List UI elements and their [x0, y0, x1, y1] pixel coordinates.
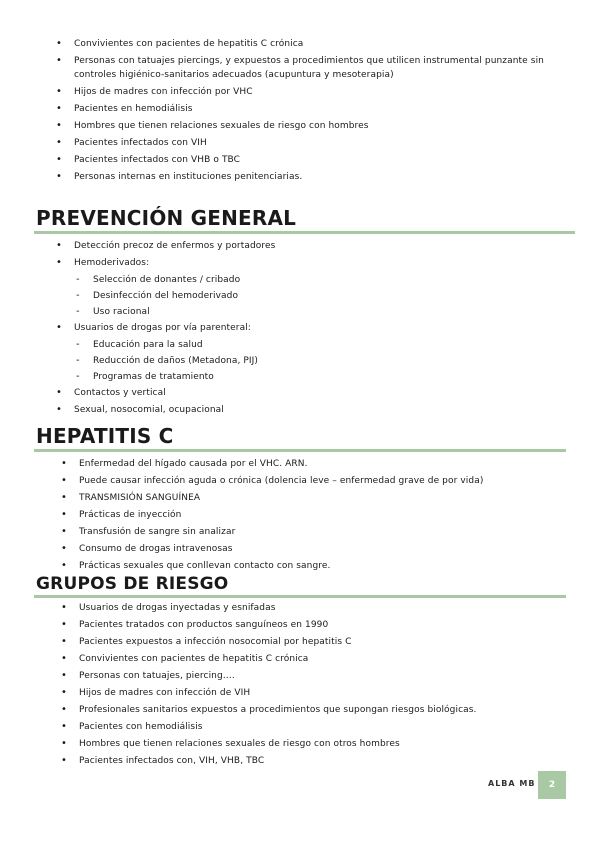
list-item: • TRANSMISIÓN SANGUÍNEA	[0, 491, 600, 505]
heading-underline	[34, 231, 575, 234]
list-item: • Pacientes expuestos a infección nosocomial por hepatitis C	[0, 635, 600, 649]
list-item: • Profesionales sanitarios expuestos a procedimientos que supongan riesgos biológicas.	[0, 703, 600, 717]
list-item: • Transfusión de sangre sin analizar	[0, 525, 600, 539]
list-item: • Pacientes tratados con productos sanguíneos en 1990	[0, 618, 600, 632]
list-item: • Enfermedad del hígado causada por el VHC. ARN.	[0, 457, 600, 471]
list-item: • Pacientes en hemodiálisis	[0, 102, 600, 116]
list-item: • Hombres que tienen relaciones sexuales de riesgo con otros hombres	[0, 737, 600, 751]
section-heading: HEPATITIS C	[36, 424, 174, 448]
heading-underline	[34, 595, 566, 598]
list-item: • Hombres que tienen relaciones sexuales de riesgo con hombres	[0, 119, 600, 133]
section-heading: PREVENCIÓN GENERAL	[36, 206, 297, 230]
hepatitis-c-section	[0, 424, 600, 576]
list-item: • Hijos de madres con infección de VIH	[0, 686, 600, 700]
list-item: • Hijos de madres con infección por VHC	[0, 85, 600, 99]
list-item: • Pacientes infectados con VHB o TBC	[0, 153, 600, 167]
list-item: • Prácticas sexuales que conllevan contacto con sangre.	[0, 559, 600, 573]
top-risk-list	[0, 37, 600, 187]
prevencion-list	[0, 239, 600, 417]
list-item: • Convivientes con pacientes de hepatitis C crónica	[0, 37, 600, 51]
list-item: • Personas internas en instituciones penitenciarias.	[0, 170, 600, 184]
sub-list-item: - Desinfección del hemoderivado	[0, 289, 600, 303]
list-item: • Prácticas de inyección	[0, 508, 600, 522]
footer-author: ALBA MB	[488, 779, 536, 788]
hepatitis-c-list	[0, 457, 600, 573]
list-item: • Puede causar infección aguda o crónica (dolencia leve – enfermedad grave de por vida)	[0, 474, 600, 488]
list-item: • Sexual, nosocomial, ocupacional	[0, 403, 600, 417]
list-item: • Pacientes infectados con VIH	[0, 136, 600, 150]
list-item: • Personas con tatuajes piercings, y expuestos a procedimientos que utilicen instrumental punzante sin controles higiénico-sanitarios adecuados (acupuntura y mesoterapia)	[0, 54, 600, 82]
list-item: • Usuarios de drogas inyectadas y esnifadas	[0, 601, 600, 615]
list-item: • Detección precoz de enfermos y portadores	[0, 239, 600, 253]
page-number: 2	[538, 771, 566, 799]
section-heading: GRUPOS DE RIESGO	[36, 574, 229, 594]
grupos-riesgo-list	[0, 601, 600, 768]
list-item: • Consumo de drogas intravenosas	[0, 542, 600, 556]
prevencion-section	[0, 206, 600, 420]
list-item: • Convivientes con pacientes de hepatitis C crónica	[0, 652, 600, 666]
list-item: • Pacientes con hemodiálisis	[0, 720, 600, 734]
heading-underline	[34, 449, 566, 452]
list-item: • Personas con tatuajes, piercing….	[0, 669, 600, 683]
list-item: • Hemoderivados:	[0, 256, 600, 270]
grupos-riesgo-section	[0, 574, 600, 771]
sub-list-item: - Selección de donantes / cribado	[0, 273, 600, 287]
sub-list-item: - Programas de tratamiento	[0, 370, 600, 384]
list-item: • Usuarios de drogas por vía parenteral:	[0, 321, 600, 335]
sub-list-item: - Educación para la salud	[0, 338, 600, 352]
list-item: • Pacientes infectados con, VIH, VHB, TBC	[0, 754, 600, 768]
sub-list-item: - Reducción de daños (Metadona, PIJ)	[0, 354, 600, 368]
list-item: • Contactos y vertical	[0, 386, 600, 400]
sub-list-item: - Uso racional	[0, 305, 600, 319]
